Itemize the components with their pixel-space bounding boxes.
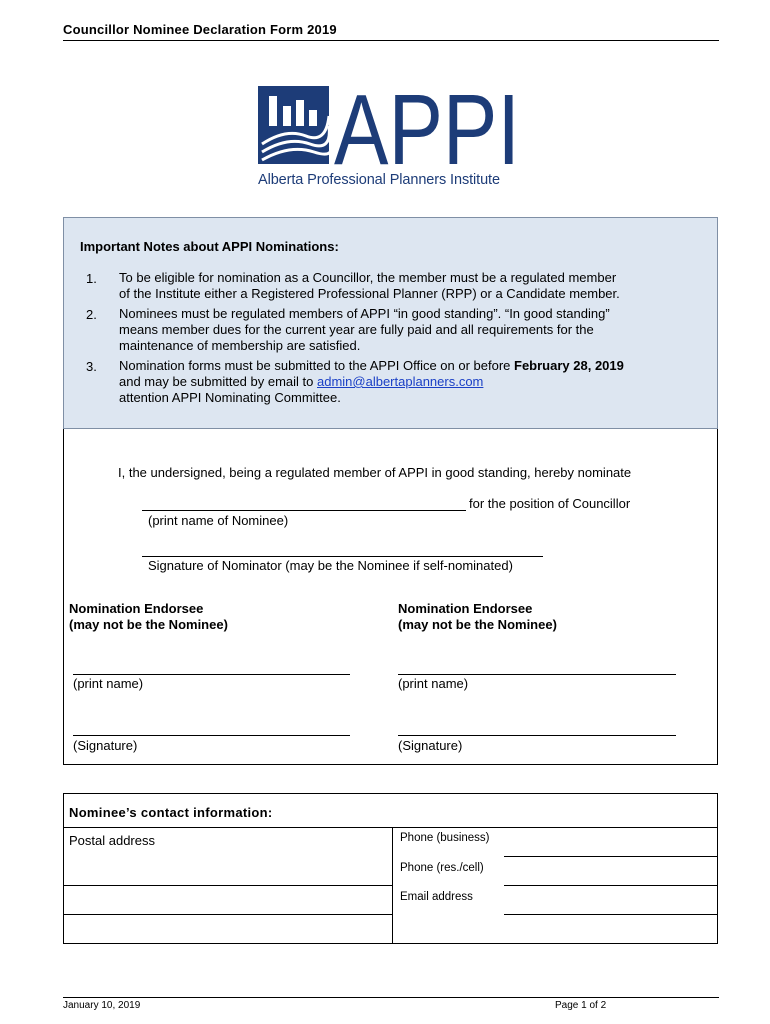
note-3-line-3: attention APPI Nominating Committee. xyxy=(119,390,341,405)
nominator-signature-field[interactable] xyxy=(142,556,543,557)
note-2-line-3: maintenance of membership are satisfied. xyxy=(119,338,361,353)
nominee-name-label: (print name of Nominee) xyxy=(148,513,289,528)
note-2-line-1: Nominees must be regulated members of APPI “in good standing”. “In good standing” xyxy=(119,306,610,321)
postal-address-field[interactable] xyxy=(64,828,392,943)
nomination-statement: I, the undersigned, being a regulated member of APPI in good standing, hereby nominate xyxy=(118,465,632,480)
postal-address-label: Postal address xyxy=(69,833,155,848)
endorsee-2-name-field[interactable] xyxy=(398,674,676,675)
deadline-date: February 28, 2019 xyxy=(514,358,624,373)
appi-logo xyxy=(258,86,522,192)
email-link[interactable]: admin@albertaplanners.com xyxy=(317,374,484,389)
phone-business-label: Phone (business) xyxy=(400,832,490,844)
contact-info-table xyxy=(63,793,718,944)
endorsee-1-name-field[interactable] xyxy=(73,674,350,675)
note-3-number: 3. xyxy=(86,359,97,374)
endorsee-1-title: Nomination Endorsee xyxy=(69,601,204,616)
footer-date: January 10, 2019 xyxy=(63,1000,141,1011)
endorsee-2-subtitle: (may not be the Nominee) xyxy=(398,617,557,632)
note-2-number: 2. xyxy=(86,307,97,322)
header-divider xyxy=(63,40,719,41)
phone-res-label: Phone (res./cell) xyxy=(400,862,484,874)
nominee-name-field[interactable] xyxy=(142,510,466,511)
nominator-signature-label: Signature of Nominator (may be the Nominee if self-nominated) xyxy=(148,558,513,573)
appi-logo-emblem xyxy=(258,86,522,170)
endorsee-2-signature-field[interactable] xyxy=(398,735,676,736)
email-address-field[interactable] xyxy=(504,914,717,915)
logo-subtitle: Alberta Professional Planners Institute xyxy=(258,172,500,188)
footer-divider xyxy=(63,997,719,998)
note-3-line-2 xyxy=(119,374,624,390)
nomination-section xyxy=(63,429,718,765)
contact-column-divider xyxy=(392,827,393,943)
endorsee-1-signature-label: (Signature) xyxy=(73,738,138,753)
page-number: Page 1 of 2 xyxy=(555,1000,607,1011)
contact-title: Nominee’s contact information: xyxy=(69,805,273,820)
notes-title: Important Notes about APPI Nominations: xyxy=(80,239,339,254)
note-3-line-1-text: Nomination forms must be submitted to the APPI Office on or before xyxy=(119,358,515,373)
important-notes-box xyxy=(63,217,718,429)
endorsee-2-name-label: (print name) xyxy=(398,676,469,691)
phone-res-field[interactable] xyxy=(504,885,717,886)
note-1-number: 1. xyxy=(86,271,97,286)
endorsee-1-name-label: (print name) xyxy=(73,676,144,691)
note-1 xyxy=(119,270,620,302)
note-3-line-1 xyxy=(119,358,624,374)
note-1-line-2: of the Institute either a Registered Professional Planner (RPP) or a Candidate member. xyxy=(119,286,620,301)
endorsee-1-signature-field[interactable] xyxy=(73,735,350,736)
endorsee-1-subtitle: (may not be the Nominee) xyxy=(69,617,228,632)
note-3-line-2-text: and may be submitted by email to xyxy=(119,374,317,389)
endorsee-2-signature-label: (Signature) xyxy=(398,738,463,753)
logo-wordmark: APPI xyxy=(334,86,520,170)
phone-business-field[interactable] xyxy=(504,856,717,857)
email-address-label: Email address xyxy=(400,891,473,903)
position-suffix: for the position of Councillor xyxy=(469,496,631,511)
form-title: Councillor Nominee Declaration Form 2019 xyxy=(63,22,337,37)
note-2-line-2: means member dues for the current year are fully paid and all requirements for the xyxy=(119,322,594,337)
endorsee-2-title: Nomination Endorsee xyxy=(398,601,533,616)
note-2 xyxy=(119,306,610,354)
note-1-line-1: To be eligible for nomination as a Councillor, the member must be a regulated member xyxy=(119,270,617,285)
note-3 xyxy=(119,358,624,406)
